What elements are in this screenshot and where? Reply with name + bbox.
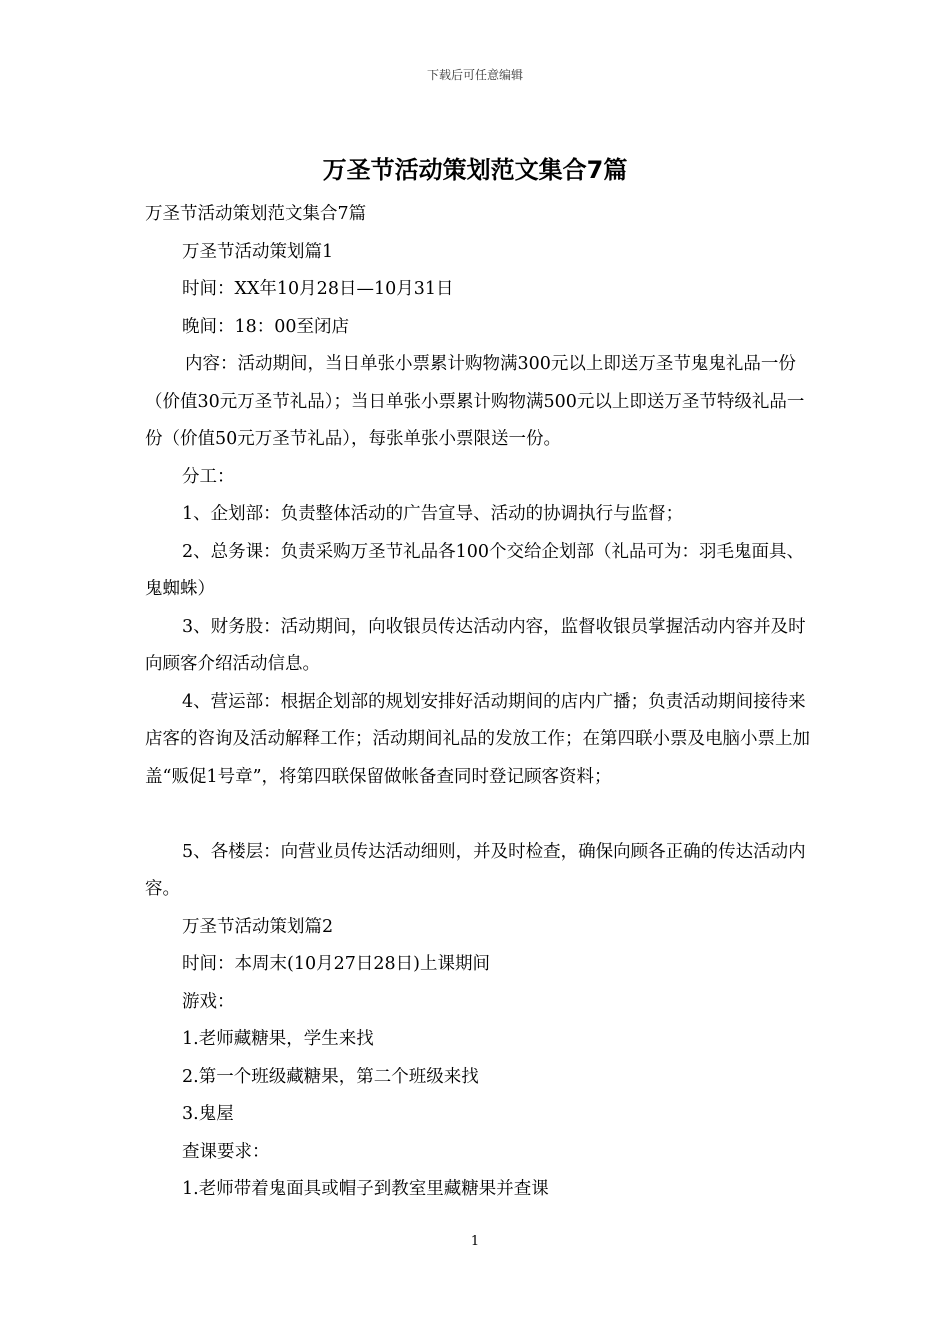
paragraph-floors: 5、各楼层：向营业员传达活动细则，并及时检查，确保向顾各正确的传达活动内容。 <box>145 841 806 899</box>
document-body <box>145 196 820 1209</box>
paragraph-time: 时间：XX年10月28日—10月31日 <box>182 279 454 299</box>
paragraph-subtitle: 万圣节活动策划范文集合7篇 <box>145 204 367 224</box>
paragraph-class-check: 查课要求： <box>182 1141 270 1162</box>
paragraph-operations: 4、营运部：根据企划部的规划安排好活动期间的店内广播；负责活动期间接待来店客的咨询及活动解释工作；活动期间礼品的发放工作；在第四联小票及电脑小票上加盖“贩促1号章”，将第四联保留做帐备查同时登记顾客资料； <box>145 691 810 787</box>
page-header: 下载后可任意编辑 <box>426 68 523 82</box>
paragraph-class-check-1: 1.老师带着鬼面具或帽子到教室里藏糖果并查课 <box>182 1179 549 1199</box>
paragraph-planning-dept: 1、企划部：负责整体活动的广告宣导、活动的协调执行与监督； <box>182 504 684 524</box>
blank-line <box>145 796 820 834</box>
paragraph-time-2: 时间：本周末(10月27日28日)上课期间 <box>182 954 490 974</box>
paragraph-section-2-heading: 万圣节活动策划篇2 <box>182 916 334 937</box>
paragraph-game-1: 1.老师藏糖果，学生来找 <box>182 1029 374 1049</box>
paragraph-section-1-heading: 万圣节活动策划篇1 <box>182 241 334 262</box>
page-number: 1 <box>470 1234 480 1249</box>
paragraph-division: 分工： <box>182 466 235 487</box>
paragraph-game-3: 3.鬼屋 <box>182 1104 234 1124</box>
document-title: 万圣节活动策划范文集合7篇 <box>322 156 628 184</box>
paragraph-game-2: 2.第一个班级藏糖果，第二个班级来找 <box>182 1066 479 1087</box>
paragraph-general-affairs: 2、总务课：负责采购万圣节礼品各100个交给企划部（礼品可为：羽毛鬼面具、鬼蜘蛛） <box>145 541 805 599</box>
paragraph-finance: 3、财务股：活动期间，向收银员传达活动内容，监督收银员掌握活动内容并及时向顾客介绍活动信息。 <box>145 616 806 674</box>
paragraph-content: 内容：活动期间，当日单张小票累计购物满300元以上即送万圣节鬼鬼礼品一份（价值30元万圣节礼品）；当日单张小票累计购物满500元以上即送万圣节特级礼品一份（价值50元万圣节礼品），每张单张小票限送一份。 <box>145 354 805 449</box>
paragraph-evening: 晚间：18：00至闭店 <box>182 316 350 337</box>
paragraph-games: 游戏： <box>182 991 235 1012</box>
